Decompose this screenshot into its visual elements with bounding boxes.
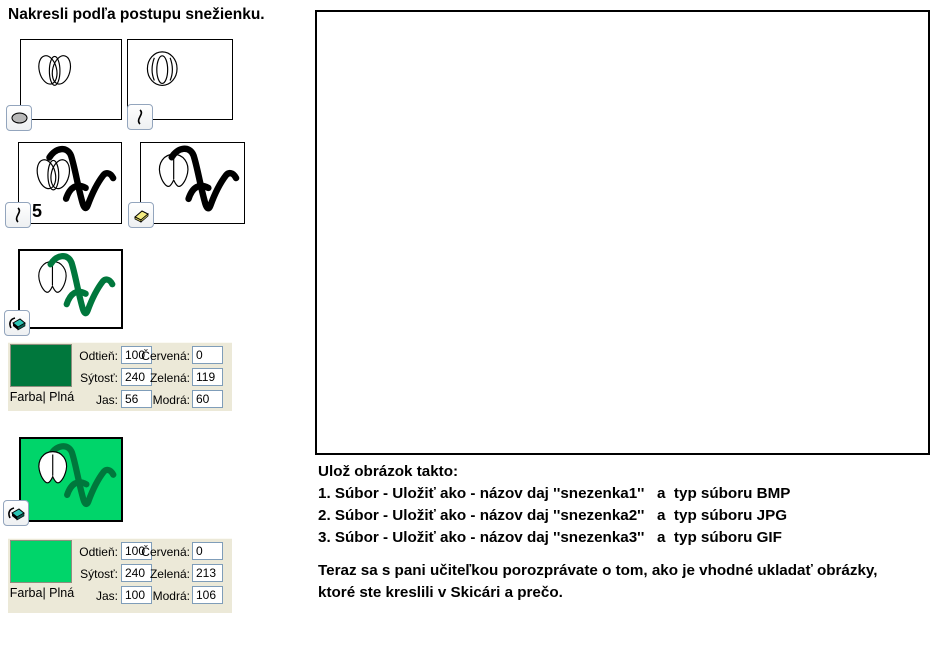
green-field[interactable]: [192, 368, 223, 386]
save-instructions-title: Ulož obrázok takto:: [318, 463, 459, 480]
fill-color-icon: [6, 504, 26, 522]
save-step-1: 1. Súbor - Uložiť ako - názov daj ''snezenka1'' a typ súboru BMP: [318, 485, 791, 502]
eraser-icon: [132, 208, 150, 223]
blue-label: Modrá:: [152, 393, 190, 407]
ellipse-icon: [10, 111, 29, 125]
red-field[interactable]: [192, 542, 223, 560]
color-swatch-label: Farba| Plná: [9, 390, 75, 404]
page-title: Nakresli podľa postupu snežienku.: [8, 6, 265, 23]
color-dialog-panel-1: [8, 342, 232, 411]
color-swatch-label: Farba| Plná: [9, 586, 75, 600]
curve-icon: [134, 108, 146, 126]
fill-tool-button-2[interactable]: [3, 500, 29, 526]
luminance-label: Jas:: [95, 589, 118, 603]
drawing-canvas[interactable]: [315, 10, 930, 455]
green-label: Zelená:: [149, 567, 190, 581]
green-field[interactable]: [192, 564, 223, 582]
hue-label: Odtieň:: [79, 545, 118, 559]
ellipse-tool-button[interactable]: [6, 105, 32, 131]
step5-drawing-panel: [18, 249, 123, 329]
step4-drawing-panel: [140, 142, 245, 224]
discussion-paragraph: Teraz sa s pani učiteľkou porozprávate o tom, ako je vhodné ukladať obrázky, ktoré ste kreslili v Skicári a prečo.: [318, 562, 878, 601]
curve-icon: [12, 206, 24, 224]
snowdrop-filled-background-drawing: [21, 439, 121, 520]
luminance-label: Jas:: [95, 393, 118, 407]
curve-tool-button[interactable]: [127, 104, 153, 130]
saturation-label: Sýtosť:: [80, 567, 118, 581]
step1-drawing-panel: [20, 39, 122, 120]
red-field[interactable]: [192, 346, 223, 364]
color-dialog-panel-2: [8, 538, 232, 613]
step-number-label: 5: [32, 201, 43, 221]
blue-label: Modrá:: [152, 589, 190, 603]
blue-field[interactable]: [192, 390, 223, 408]
saturation-label: Sýtosť:: [80, 371, 118, 385]
snowdrop-erased-drawing: [141, 143, 244, 223]
save-step-3: 3. Súbor - Uložiť ako - názov daj ''snezenka3'' a typ súboru GIF: [318, 529, 782, 546]
fill-tool-button[interactable]: [4, 310, 30, 336]
curve-tool-button-2[interactable]: [5, 202, 31, 228]
save-step-2: 2. Súbor - Uložiť ako - názov daj ''snezenka2'' a typ súboru JPG: [318, 507, 788, 524]
hue-label: Odtieň:: [79, 349, 118, 363]
red-label: Červená:: [141, 545, 190, 559]
fill-color-icon: [7, 314, 27, 332]
blue-field[interactable]: [192, 586, 223, 604]
instructions-block: [318, 461, 923, 604]
snowdrop-green-stem-drawing: [20, 251, 121, 327]
snowdrop-ellipses-drawing: [21, 40, 121, 119]
red-label: Červená:: [141, 349, 190, 363]
step6-drawing-panel: [19, 437, 123, 522]
eraser-tool-button[interactable]: [128, 202, 154, 228]
green-label: Zelená:: [149, 371, 190, 385]
